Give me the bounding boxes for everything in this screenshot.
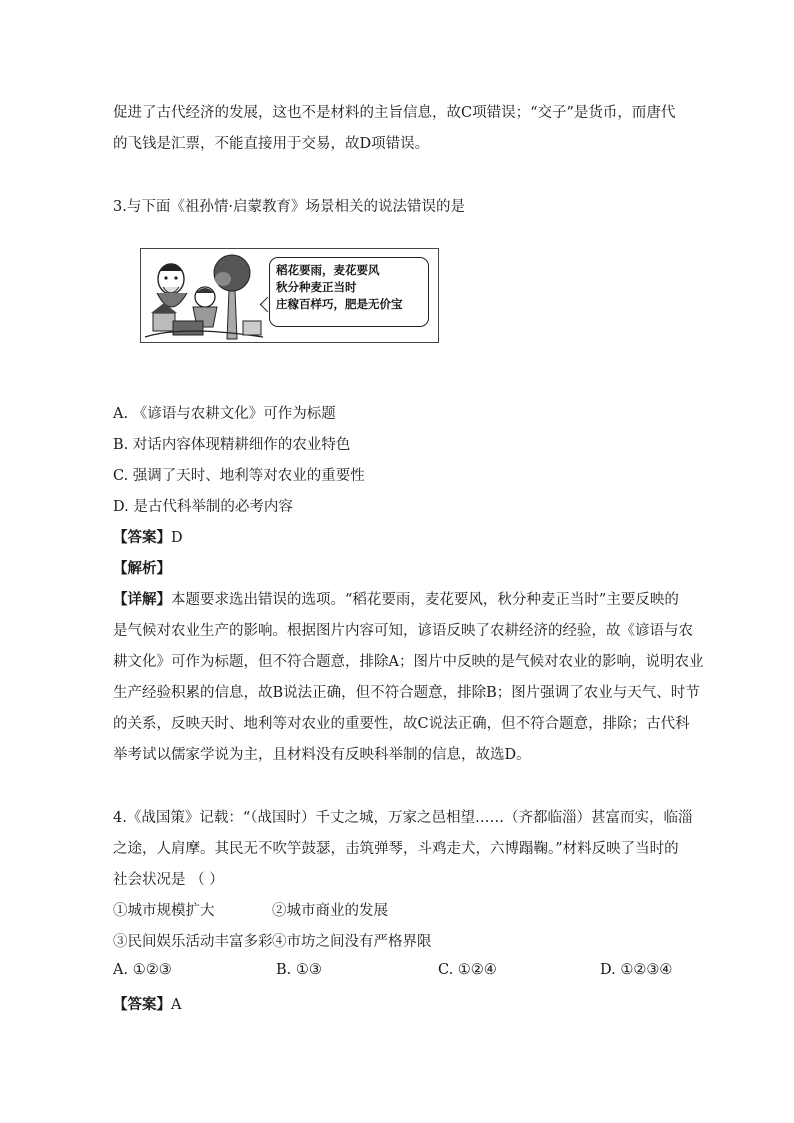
q3-option-b: B. 对话内容体现精耕细作的农业特色	[113, 437, 351, 453]
answer-value: A	[171, 997, 182, 1013]
speech-bubble	[269, 257, 429, 327]
q4-answer	[113, 995, 181, 1015]
q3-answer	[113, 528, 183, 548]
bubble-line-3: 庄稼百样巧，肥是无价宝	[276, 297, 403, 311]
detail-label: 【详解】	[113, 591, 171, 608]
q3-option-c: C. 强调了天时、地利等对农业的重要性	[113, 468, 365, 484]
cartoon-illustration	[143, 251, 273, 341]
q4-item-2: ②城市商业的发展	[272, 903, 388, 919]
q4-stem-line-1: 4.《战国策》记载：“（战国时）千丈之城，万家之邑相望……（齐都临淄）甚富而实，临淄	[113, 810, 693, 826]
bubble-line-2: 秋分种麦正当时	[276, 280, 357, 294]
cartoon-figure	[140, 248, 439, 343]
q4-option-b: B. ①③	[276, 962, 322, 978]
answer-label: 【答案】	[113, 529, 171, 546]
q4-options-row	[113, 962, 683, 982]
q3-detail-line-5: 的关系，反映天时、地利等对农业的重要性，故C说法正确，但不符合题意，排除；古代科	[113, 716, 690, 732]
intro-line-1: 促进了古代经济的发展，这也不是材料的主旨信息，故C项错误；“交子”是货币，而唐代	[113, 105, 676, 121]
q4-item-1: ①城市规模扩大	[113, 903, 215, 919]
detail-text-1: 本题要求选出错误的选项。“稻花要雨，麦花要风，秋分种麦正当时”主要反映的	[171, 592, 679, 608]
q4-item-4: ④市坊之间没有严格界限	[272, 934, 432, 950]
q4-item-3: ③民间娱乐活动丰富多彩	[113, 934, 273, 950]
q3-analysis-label: 【解析】	[113, 560, 171, 577]
answer-value: D	[171, 530, 183, 546]
q4-stem-line-3: 社会状况是 （ ）	[113, 872, 224, 888]
q3-detail-line-6: 举考试以儒家学说为主，且材料没有反映科举制的信息，故选D。	[113, 747, 531, 763]
q3-detail-line-1	[113, 590, 679, 610]
answer-label: 【答案】	[113, 996, 171, 1013]
q3-detail-line-2: 是气候对农业生产的影响。根据图片内容可知，谚语反映了农耕经济的经验，故《谚语与农	[113, 623, 693, 639]
q3-stem: 3.与下面《祖孙情·启蒙教育》场景相关的说法错误的是	[113, 199, 465, 215]
intro-line-2: 的飞钱是汇票，不能直接用于交易，故D项错误。	[113, 136, 430, 152]
q3-option-d: D. 是古代科举制的必考内容	[113, 499, 293, 515]
q4-stem-line-2: 之途，人肩摩。其民无不吹竽鼓瑟，击筑弹琴，斗鸡走犬，六博蹋鞠。”材料反映了当时的	[113, 841, 679, 857]
q3-detail-line-3: 耕文化》可作为标题，但不符合题意，排除A；图片中反映的是气候对农业的影响，说明农业	[113, 654, 704, 670]
q4-option-a: A. ①②③	[113, 962, 172, 978]
q3-option-a: A. 《谚语与农耕文化》可作为标题	[113, 406, 336, 422]
bubble-line-1: 稻花要雨，麦花要风	[276, 263, 380, 277]
q4-option-d: D. ①②③④	[600, 962, 673, 978]
q3-detail-line-4: 生产经验积累的信息，故B说法正确，但不符合题意，排除B；图片强调了农业与天气、时节	[113, 685, 700, 701]
q4-option-c: C. ①②④	[438, 962, 497, 978]
